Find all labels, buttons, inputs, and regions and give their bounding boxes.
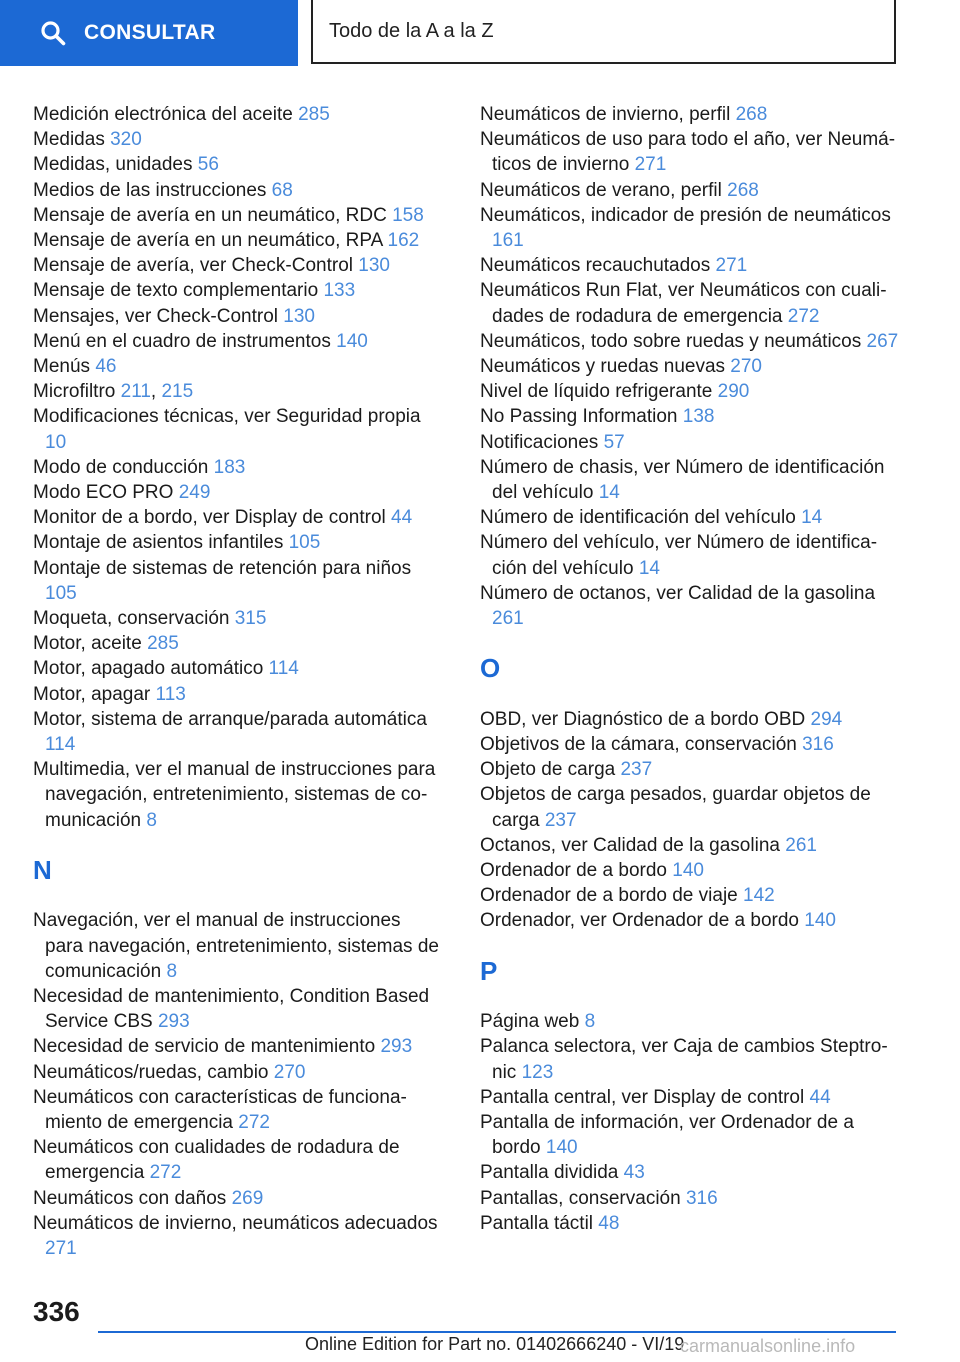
page-link[interactable]: 271: [634, 154, 667, 176]
index-entry: [480, 253, 900, 278]
page-link[interactable]: 261: [492, 608, 524, 630]
page-link[interactable]: 123: [521, 1061, 554, 1083]
index-entry: [480, 455, 900, 505]
index-entry-text: Número de chasis, ver Número de identificación del vehículo: [480, 456, 885, 504]
index-entry-text: Neumáticos y ruedas nuevas: [480, 356, 726, 378]
page-link[interactable]: 285: [298, 104, 330, 125]
index-entry-text: Neumáticos, indicador de presión de neumáticos: [480, 204, 891, 226]
page-link[interactable]: 68: [271, 179, 293, 201]
page-link[interactable]: 105: [45, 582, 77, 604]
page-link[interactable]: 269: [231, 1187, 264, 1209]
index-letter-heading: N: [33, 854, 52, 885]
page-link[interactable]: 56: [197, 154, 219, 176]
index-entry-text: Mensaje de avería en un neumático, RDC: [33, 204, 387, 226]
index-entry-text: Palanca selectora, ver Caja de cambios Steptronic: [480, 1036, 888, 1083]
index-entry: [33, 682, 443, 707]
index-entry-text: OBD, ver Diagnóstico de a bordo OBD: [480, 708, 806, 730]
page-link[interactable]: 272: [149, 1162, 182, 1184]
index-entry: [480, 203, 900, 253]
page-link[interactable]: 261: [785, 834, 817, 856]
index-entry: Microfiltro 211, 215: [33, 381, 194, 403]
index-entry-text: Octanos, ver Calidad de la gasolina: [480, 834, 780, 856]
index-entry: [33, 152, 443, 177]
index-entry-text: Neumáticos de uso para todo el año, ver Neumáticos de invierno: [480, 129, 896, 176]
page-link[interactable]: 138: [682, 406, 715, 428]
index-entry: [33, 707, 443, 757]
index-entry-text: Medidas, unidades: [33, 154, 193, 176]
index-entry: [33, 102, 443, 127]
index-entry-text: Menú en el cuadro de instrumentos: [33, 330, 331, 352]
index-entry: [33, 228, 443, 253]
index-entry: [480, 127, 900, 177]
index-entry: [480, 404, 900, 429]
index-entry: [480, 329, 900, 354]
watermark: carmanualsonline.info: [680, 1336, 856, 1356]
index-entry: [33, 480, 443, 505]
page-link[interactable]: 162: [387, 230, 420, 252]
index-entry: [480, 178, 900, 203]
index-entry-text: Neumáticos, todo sobre ruedas y neumáticos: [480, 330, 862, 352]
index-entry-text: Medios de las instrucciones: [33, 179, 267, 201]
index-entry-text: Nivel de líquido refrigerante: [480, 381, 713, 403]
page-link[interactable]: 46: [95, 356, 117, 378]
index-entry-text: Objetivos de la cámara, conservación: [480, 733, 797, 755]
index-entry-text: Pantalla central, ver Display de control: [480, 1086, 805, 1108]
index-entry-text: Pantalla de información, ver Ordenador de a bordo: [480, 1111, 854, 1159]
index-entry-text: Pantallas, conservación: [480, 1187, 681, 1209]
index-entry-text: Motor, aceite: [33, 633, 142, 655]
index-entry-text: Número de octanos, ver Calidad de la gasolina: [480, 582, 876, 604]
index-entry: [480, 530, 900, 580]
index-entry-text: Medición electrónica del aceite: [33, 104, 293, 125]
index-entry: [480, 1034, 900, 1084]
index-entry-text: Neumáticos recauchutados: [480, 255, 711, 277]
index-entry: [480, 1110, 900, 1160]
page-link[interactable]: 267: [866, 330, 899, 352]
index-entry: [33, 908, 443, 984]
page-link[interactable]: 268: [735, 104, 768, 125]
index-entry-text: Neumáticos de invierno, perfil: [480, 104, 731, 125]
index-entry: [33, 127, 443, 152]
index-entry: [33, 1135, 443, 1185]
index-entry: [33, 354, 443, 379]
consult-tab-label: CONSULTAR: [84, 21, 216, 44]
index-entry: [480, 732, 900, 757]
page-link[interactable]: 183: [213, 456, 246, 478]
index-entry: [33, 1085, 443, 1135]
index-entry-text: Neumáticos/ruedas, cambio: [33, 1061, 269, 1083]
footer-divider: [98, 1331, 896, 1333]
index-entry-text: Modificaciones técnicas, ver Seguridad propia: [33, 406, 421, 428]
index-entry: [480, 1211, 900, 1236]
index-entry: [480, 858, 900, 883]
page-link[interactable]: 105: [288, 532, 321, 554]
index-entry-text: Ordenador, ver Ordenador de a bordo: [480, 910, 799, 932]
index-entry-text: Mensaje de avería, ver Check-Control: [33, 255, 353, 277]
index-entry-text: Montaje de asientos infantiles: [33, 532, 284, 554]
index-entry: [33, 178, 443, 203]
index-entry: [33, 631, 443, 656]
index-entry-text: Mensaje de texto complementario: [33, 280, 319, 302]
page-link[interactable]: 130: [358, 255, 390, 277]
index-entry-text: Ordenador de a bordo: [480, 859, 667, 881]
page-link[interactable]: 142: [743, 885, 775, 907]
page-link[interactable]: 43: [623, 1162, 645, 1184]
page-link[interactable]: 140: [804, 910, 836, 932]
index-entry: [33, 278, 443, 303]
page-link[interactable]: 271: [45, 1238, 77, 1260]
page-link[interactable]: 271: [715, 255, 748, 277]
page-link[interactable]: 133: [323, 280, 356, 302]
index-entry: [33, 984, 443, 1034]
index-entry-text: Ordenador de a bordo de viaje: [480, 885, 738, 907]
index-entry: [33, 304, 443, 329]
index-entry: [480, 354, 900, 379]
index-entry-text: Montaje de sistemas de retención para niños: [33, 557, 412, 579]
page-link[interactable]: 272: [787, 305, 820, 327]
page-link[interactable]: 270: [273, 1061, 306, 1083]
page-link[interactable]: 294: [810, 708, 843, 730]
index-entry-text: Multimedia, ver el manual de instrucciones para navegación, entretenimiento, sistemas de comunicación: [33, 759, 436, 831]
page-link[interactable]: 316: [685, 1187, 718, 1209]
page-link[interactable]: 272: [238, 1112, 270, 1134]
index-entry-text: Neumáticos Run Flat, ver Neumáticos con cualidades de rodadura de emergencia: [480, 280, 887, 327]
page-link[interactable]: 48: [598, 1212, 620, 1234]
index-entry-text: Moqueta, conservación: [33, 608, 230, 630]
page-link[interactable]: 270: [730, 356, 762, 378]
page-link[interactable]: 113: [155, 683, 186, 705]
index-entry: [33, 253, 443, 278]
index-letter-heading: P: [480, 955, 498, 986]
page-link[interactable]: 237: [620, 759, 653, 781]
index-entry-text: Mensajes, ver Check-Control: [33, 305, 278, 327]
footer-edition: Online Edition for Part no. 01402666240 - VI/19: [305, 1334, 685, 1354]
page-link[interactable]: 315: [234, 608, 267, 630]
index-entry: [480, 102, 900, 127]
index-entry-text: Microfiltro: [33, 381, 116, 403]
index-entry: [33, 1060, 443, 1085]
index-entry: [480, 505, 900, 530]
index-entry: [480, 581, 900, 631]
page-link[interactable]: 293: [380, 1036, 413, 1058]
section-title-text: Todo de la A a la Z: [329, 19, 494, 42]
index-entry-text: Navegación, ver el manual de instrucciones para navegación, entretenimiento, sistemas de comunicación: [33, 910, 439, 982]
index-entry-text: No Passing Information: [480, 406, 678, 428]
index-entry: [480, 430, 900, 455]
page-link[interactable]: 10: [45, 431, 67, 453]
page-link[interactable]: 316: [802, 733, 834, 755]
index-entry-text: Número de identificación del vehículo: [480, 507, 796, 529]
index-entry-text: Motor, apagar: [33, 683, 151, 705]
index-entry: [33, 656, 443, 681]
index-entry-text: Notificaciones: [480, 431, 599, 453]
index-entry: [33, 1034, 443, 1059]
page-link[interactable]: 44: [391, 507, 413, 529]
index-entry: [480, 883, 900, 908]
index-entry: [33, 757, 443, 833]
page-link[interactable]: 8: [584, 1011, 596, 1033]
index-entry: [33, 556, 443, 606]
page-link[interactable]: 140: [672, 859, 704, 881]
index-entry-text: Neumáticos con daños: [33, 1187, 227, 1209]
index-entry-text: Objeto de carga: [480, 759, 616, 781]
page-header: [0, 0, 960, 66]
page-link[interactable]: 215: [161, 381, 194, 403]
index-entry-text: Objetos de carga pesados, guardar objetos de carga: [480, 784, 871, 831]
page-link[interactable]: 268: [727, 179, 759, 201]
index-entry-text: Neumáticos de verano, perfil: [480, 179, 722, 201]
page-link[interactable]: 293: [157, 1011, 190, 1033]
index-entry: [480, 782, 900, 832]
index-entry-text: Número del vehículo, ver Número de identificación del vehículo: [480, 532, 878, 579]
page-link[interactable]: 140: [336, 330, 368, 352]
page-link[interactable]: 14: [598, 482, 620, 504]
page-link[interactable]: 44: [809, 1086, 831, 1108]
page-number: 336: [33, 1296, 80, 1327]
index-column-right: [480, 102, 900, 1236]
page-link[interactable]: 320: [110, 129, 142, 151]
index-entry: [33, 505, 443, 530]
page-link[interactable]: 57: [603, 431, 625, 453]
page-link[interactable]: 130: [283, 305, 315, 327]
page-link[interactable]: 14: [801, 507, 823, 529]
search-icon: [40, 20, 66, 46]
page-link[interactable]: 249: [178, 482, 211, 504]
index-entry-text: Pantalla dividida: [480, 1162, 619, 1184]
index-entry-text: Necesidad de servicio de mantenimiento: [33, 1036, 376, 1058]
index-entry: [33, 455, 443, 480]
page-link[interactable]: 158: [392, 204, 424, 226]
index-entry-text: Modo de conducción: [33, 456, 209, 478]
index-entry: [33, 404, 443, 454]
index-entry: [33, 530, 443, 555]
index-entry: [480, 833, 900, 858]
section-title: [311, 0, 896, 64]
index-entry: [480, 1009, 900, 1034]
index-entry: [480, 707, 900, 732]
page-link[interactable]: 8: [166, 960, 178, 982]
index-column-left: [33, 102, 443, 1261]
index-entry-text: Motor, sistema de arranque/parada automática: [33, 708, 427, 730]
page-link[interactable]: 114: [45, 734, 76, 756]
index-letter-heading: O: [480, 653, 501, 684]
index-entry-text: Menús: [33, 356, 91, 378]
page-link[interactable]: 285: [147, 633, 179, 655]
page-link[interactable]: 140: [545, 1137, 578, 1159]
index-entry-text: Neumáticos de invierno, neumáticos adecuados: [33, 1212, 438, 1234]
index-entry-text: Modo ECO PRO: [33, 482, 174, 504]
index-entry: [33, 329, 443, 354]
index-entry: [33, 1186, 443, 1211]
index-entry-text: Mensaje de avería en un neumático, RPA: [33, 230, 383, 252]
page-link[interactable]: 114: [268, 658, 299, 680]
page-link[interactable]: 290: [717, 381, 750, 403]
index-entry-text: Página web: [480, 1011, 580, 1033]
index-entry-text: Pantalla táctil: [480, 1212, 594, 1234]
index-entry: [33, 203, 443, 228]
page-link[interactable]: 161: [492, 230, 524, 252]
index-entry: [480, 757, 900, 782]
index-entry-text: Motor, apagado automático: [33, 658, 264, 680]
index-entry: [480, 1085, 900, 1110]
index-entry: [33, 1211, 443, 1261]
index-entry: [33, 606, 443, 631]
consult-tab[interactable]: [0, 0, 298, 66]
page-link[interactable]: 237: [544, 809, 577, 831]
index-entry-text: Monitor de a bordo, ver Display de control: [33, 507, 386, 529]
page-link[interactable]: 8: [146, 809, 157, 831]
index-entry: [480, 278, 900, 328]
index-entry: [480, 379, 900, 404]
index-entry-text: Neumáticos con características de funcionamiento de emergencia: [33, 1086, 407, 1134]
index-entry: [480, 1186, 900, 1211]
page-link[interactable]: 14: [638, 557, 660, 579]
index-entry: [480, 908, 900, 933]
page-link[interactable]: 211: [120, 381, 151, 403]
index-entry-text: Neumáticos con cualidades de rodadura de emergencia: [33, 1137, 400, 1184]
index-entry-text: Medidas: [33, 129, 105, 151]
index-entry-text: Necesidad de mantenimiento, Condition Based Service CBS: [33, 986, 430, 1033]
index-entry: [480, 1160, 900, 1185]
